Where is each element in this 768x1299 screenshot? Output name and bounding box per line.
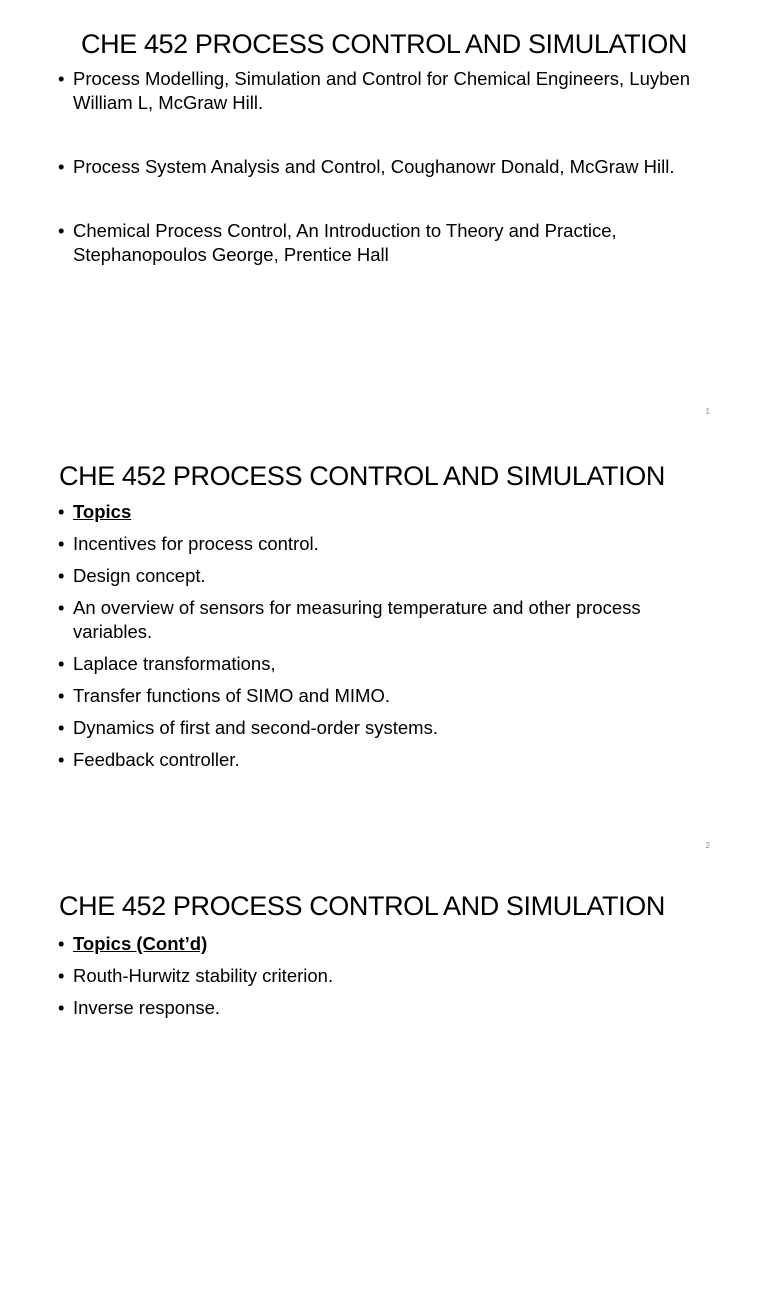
bullet-icon: • <box>58 565 65 586</box>
list-item <box>58 716 718 740</box>
list-item-text: Inverse response. <box>73 997 221 1018</box>
bullet-icon: • <box>58 685 65 706</box>
list-item-text: Chemical Process Control, An Introduction to Theory and Practice, Stephanopoulos George, Prentice Hall <box>73 220 617 265</box>
list-item-text: Design concept. <box>73 565 206 586</box>
bullet-list <box>58 67 718 307</box>
list-heading <box>58 500 718 524</box>
slide-1 <box>0 0 768 433</box>
bullet-icon: • <box>58 933 65 954</box>
bullet-icon: • <box>58 533 65 554</box>
list-item <box>58 155 718 179</box>
list-item <box>58 964 718 988</box>
bullet-icon: • <box>58 597 65 618</box>
list-item <box>58 684 718 708</box>
slide-title: CHE 452 PROCESS CONTROL AND SIMULATION <box>81 29 687 59</box>
slide-2 <box>0 433 768 866</box>
slide-title: CHE 452 PROCESS CONTROL AND SIMULATION <box>59 461 665 491</box>
list-item-text: Incentives for process control. <box>73 533 319 554</box>
bullet-icon: • <box>58 653 65 674</box>
slide-number: 1 <box>705 407 710 416</box>
list-item <box>58 748 718 772</box>
list-heading <box>58 932 718 956</box>
list-item-text: Laplace transformations, <box>73 653 276 674</box>
list-item-text: An overview of sensors for measuring temperature and other process variables. <box>73 597 641 642</box>
slide-number: 2 <box>705 841 710 850</box>
slide-3 <box>0 866 768 1299</box>
list-item <box>58 564 718 588</box>
list-item-text: Dynamics of first and second-order systems. <box>73 717 438 738</box>
list-item-text: Feedback controller. <box>73 749 240 770</box>
list-item <box>58 532 718 556</box>
bullet-icon: • <box>58 997 65 1018</box>
list-item <box>58 996 718 1020</box>
bullet-icon: • <box>58 156 65 177</box>
list-item-text: Transfer functions of SIMO and MIMO. <box>73 685 391 706</box>
list-item <box>58 596 718 644</box>
list-item-text: Process Modelling, Simulation and Control for Chemical Engineers, Luyben William L, McGraw Hill. <box>73 68 690 113</box>
bullet-icon: • <box>58 68 65 89</box>
bullet-list <box>58 932 718 1028</box>
bullet-icon: • <box>58 717 65 738</box>
bullet-icon: • <box>58 220 65 241</box>
bullet-icon: • <box>58 501 65 522</box>
list-item <box>58 67 718 115</box>
list-item-text: Routh-Hurwitz stability criterion. <box>73 965 334 986</box>
list-item-text: Process System Analysis and Control, Coughanowr Donald, McGraw Hill. <box>73 156 675 177</box>
slide-title: CHE 452 PROCESS CONTROL AND SIMULATION <box>59 891 665 921</box>
list-item <box>58 652 718 676</box>
bullet-icon: • <box>58 965 65 986</box>
list-item <box>58 219 718 267</box>
bullet-icon: • <box>58 749 65 770</box>
topics-heading: Topics <box>73 501 132 522</box>
topics-heading: Topics (Cont’d) <box>73 933 208 954</box>
bullet-list <box>58 500 718 780</box>
